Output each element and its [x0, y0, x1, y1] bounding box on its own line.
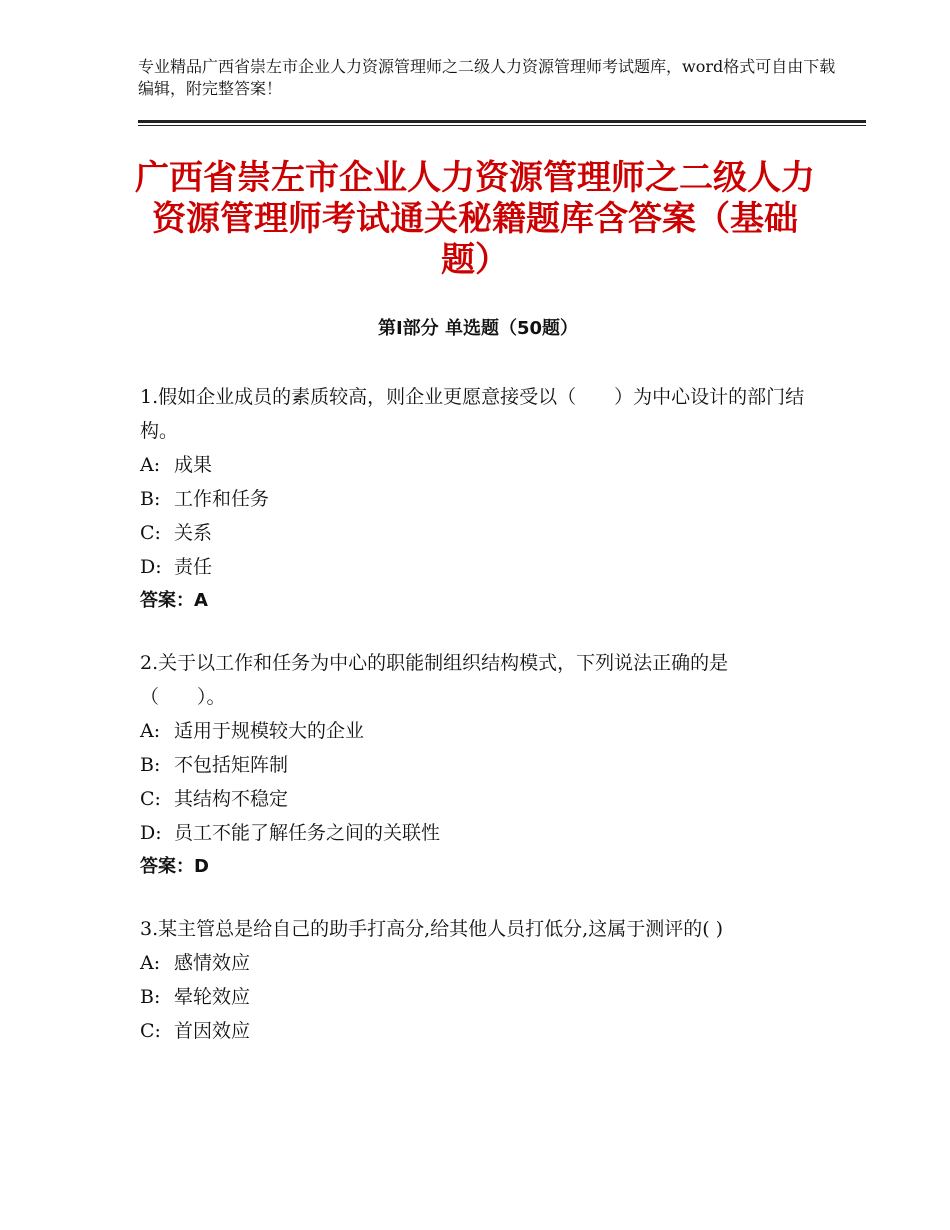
- option-text: 晕轮效应: [174, 986, 251, 1008]
- document-title: 广西省崇左市企业人力资源管理师之二级人力资源管理师考试通关秘籍题库含答案（基础题）: [135, 158, 815, 280]
- section-title: 第Ⅰ部分 单选题（50题）: [377, 318, 578, 339]
- option-text: 工作和任务: [174, 488, 270, 510]
- option-c: [140, 516, 810, 550]
- option-letter: A:: [140, 952, 161, 974]
- option-text: 不包括矩阵制: [174, 754, 289, 776]
- option-b: [140, 482, 810, 516]
- option-letter: B:: [140, 754, 161, 776]
- question-stem: 2.关于以工作和任务为中心的职能制组织结构模式，下列说法正确的是（ ）。: [140, 652, 729, 708]
- answer-line: 答案：A: [140, 590, 208, 611]
- option-letter: B:: [140, 488, 161, 510]
- option-b: [140, 980, 810, 1014]
- option-letter: A:: [140, 720, 161, 742]
- option-letter: D:: [140, 822, 162, 844]
- option-d: [140, 550, 810, 584]
- option-letter: B:: [140, 986, 161, 1008]
- header-rule-thin: [138, 125, 866, 126]
- option-text: 成果: [174, 454, 213, 476]
- question-1: [140, 380, 810, 618]
- option-letter: C:: [140, 1020, 161, 1042]
- option-letter: D:: [140, 556, 162, 578]
- option-text: 适用于规模较大的企业: [174, 720, 365, 742]
- option-text: 员工不能了解任务之间的关联性: [174, 822, 441, 844]
- option-a: [140, 714, 810, 748]
- header-note: 专业精品广西省崇左市企业人力资源管理师之二级人力资源管理师考试题库，word格式可自由下载编辑，附完整答案！: [138, 57, 836, 98]
- question-list: [140, 380, 810, 1076]
- option-text: 责任: [174, 556, 213, 578]
- option-d: [140, 816, 810, 850]
- answer-line: 答案：D: [140, 856, 209, 877]
- question-2: [140, 646, 810, 884]
- header-rule-thick: [138, 120, 866, 123]
- option-a: [140, 946, 810, 980]
- option-letter: A:: [140, 454, 161, 476]
- question-stem: 1.假如企业成员的素质较高，则企业更愿意接受以（ ）为中心设计的部门结构。: [140, 386, 805, 442]
- option-text: 感情效应: [174, 952, 251, 974]
- option-b: [140, 748, 810, 782]
- option-text: 首因效应: [174, 1020, 251, 1042]
- option-letter: C:: [140, 788, 161, 810]
- option-text: 其结构不稳定: [174, 788, 289, 810]
- question-3: [140, 912, 810, 1048]
- question-stem: 3.某主管总是给自己的助手打高分,给其他人员打低分,这属于测评的( ): [140, 918, 724, 940]
- option-a: [140, 448, 810, 482]
- option-letter: C:: [140, 522, 161, 544]
- option-c: [140, 1014, 810, 1048]
- option-text: 关系: [174, 522, 213, 544]
- option-c: [140, 782, 810, 816]
